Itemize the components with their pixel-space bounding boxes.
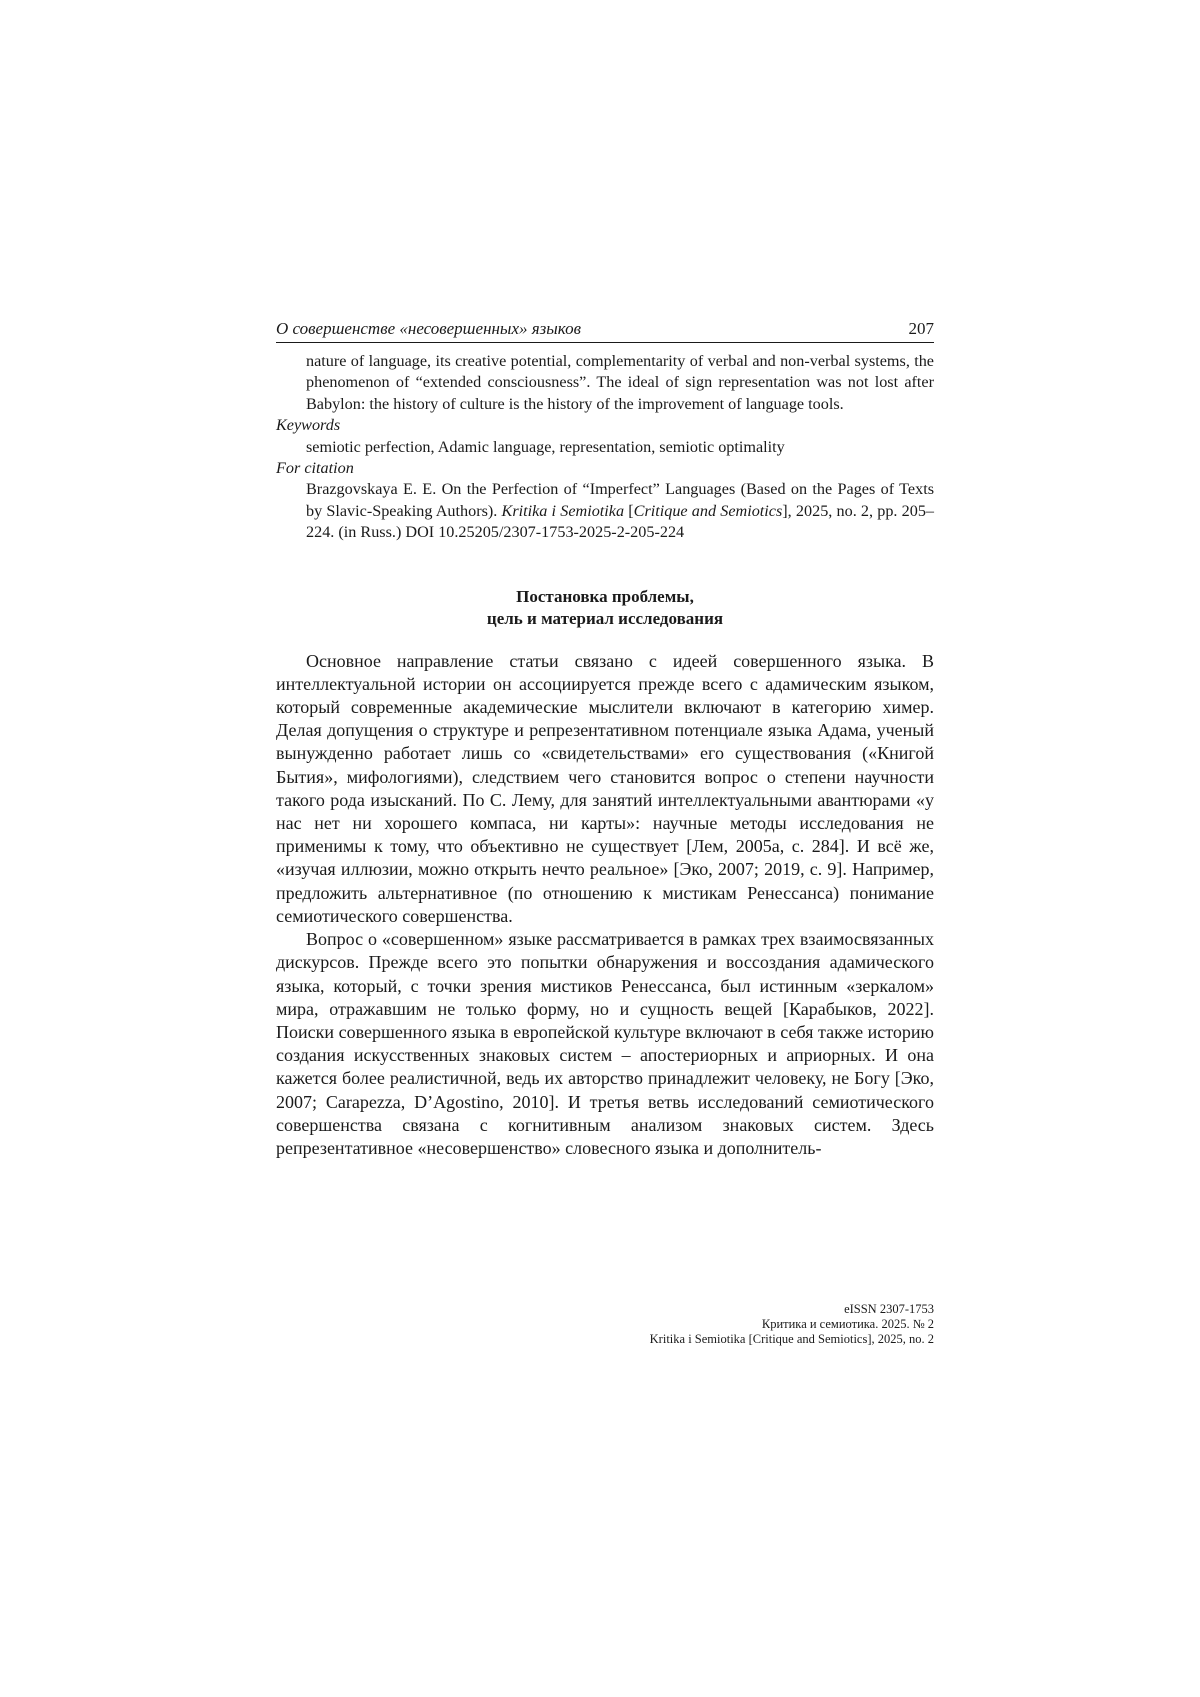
page-number: 207 (909, 318, 935, 340)
section-heading-line-1: Постановка проблемы, (276, 586, 934, 608)
running-title: О совершенстве «несовершенных» языков (276, 318, 581, 340)
paragraph-2: Вопрос о «совершенном» языке рассматривается в рамках трех взаимосвязанных дискурсов. Прежде всего это попытки обнаружения и воссоздания адамического языка, который, с точки зрения мистиков Ренессанса, был истинным «зеркалом» мира, отражавшим не только форму, но и сущность вещей [Карабыков, 2022]. Поиски совершенного языка в европейской культуре включают в себя также историю создания искусственных знаковых систем – апостериорных и априорных. И она кажется более реалистичной, ведь их авторство принадлежит человеку, не Богу [Эко, 2007; Carapezza, D’Agostino, 2010]. И третья ветвь исследований семиотического совершенства связана с когнитивным анализом знаковых систем. Здесь репрезентативное «несовершенство» словесного языка и дополнитель- (276, 928, 934, 1160)
journal-page (276, 318, 934, 1160)
footer-eissn: eISSN 2307-1753 (650, 1302, 934, 1317)
citation-journal-en: Critique and Semiotics (634, 502, 783, 520)
running-header (276, 318, 934, 343)
section-heading (276, 586, 934, 630)
paragraph-1: Основное направление статьи связано с идеей совершенного языка. В интеллектуальной истории он ассоциируется прежде всего с адамическим языком, который современные академические мыслители включают в категорию химер. Делая допущения о структуре и репрезентативном потенциале языка Адама, ученый вынужденно работает лишь со «свидетельствами» его существования («Книгой Бытия», мифологиями), следствием чего становится вопрос о степени научности такого рода изысканий. По С. Лему, для занятий интеллектуальными авантюрами «у нас нет ни хорошего компаса, ни карты»: научные методы исследования не применимы к тому, что объективно не существует [Лем, 2005а, с. 284]. И всё же, «изучая иллюзии, можно открыть нечто реальное» [Эко, 2007; 2019, с. 9]. Например, предложить альтернативное (по отношению к мистикам Ренессанса) понимание семиотического совершенства. (276, 650, 934, 928)
section-heading-line-2: цель и материал исследования (276, 608, 934, 630)
body-text (276, 650, 934, 1160)
keywords-label: Keywords (276, 415, 934, 436)
footer-journal-ru: Критика и семиотика. 2025. № 2 (650, 1317, 934, 1332)
citation-journal: Kritika i Semiotika (502, 502, 625, 520)
citation-text (276, 479, 934, 543)
abstract-block (276, 351, 934, 544)
keywords-text: semiotic perfection, Adamic language, representation, semiotic optimality (276, 437, 934, 458)
abstract-continuation: nature of language, its creative potential, complementarity of verbal and non-verbal systems, the phenomenon of “extended consciousness”. The ideal of sign representation was not lost after Babylon: the history of culture is the history of the improvement of language tools. (276, 351, 934, 415)
citation-label: For citation (276, 458, 934, 479)
citation-part-2: [ (624, 502, 634, 520)
citation-part-3: ], 2025, no. 2, pp. 205–224. (in Russ.) DOI 10.25205/2307-1753-2025-2-205-224 (306, 502, 934, 541)
footer-journal-en: Kritika i Semiotika [Critique and Semiotics], 2025, no. 2 (650, 1332, 934, 1347)
citation-part-1: Brazgovskaya E. E. On the Perfection of “Imperfect” Languages (Based on the Pages of Texts by Slavic-Speaking Authors). (306, 480, 934, 519)
page-footer (650, 1302, 934, 1347)
